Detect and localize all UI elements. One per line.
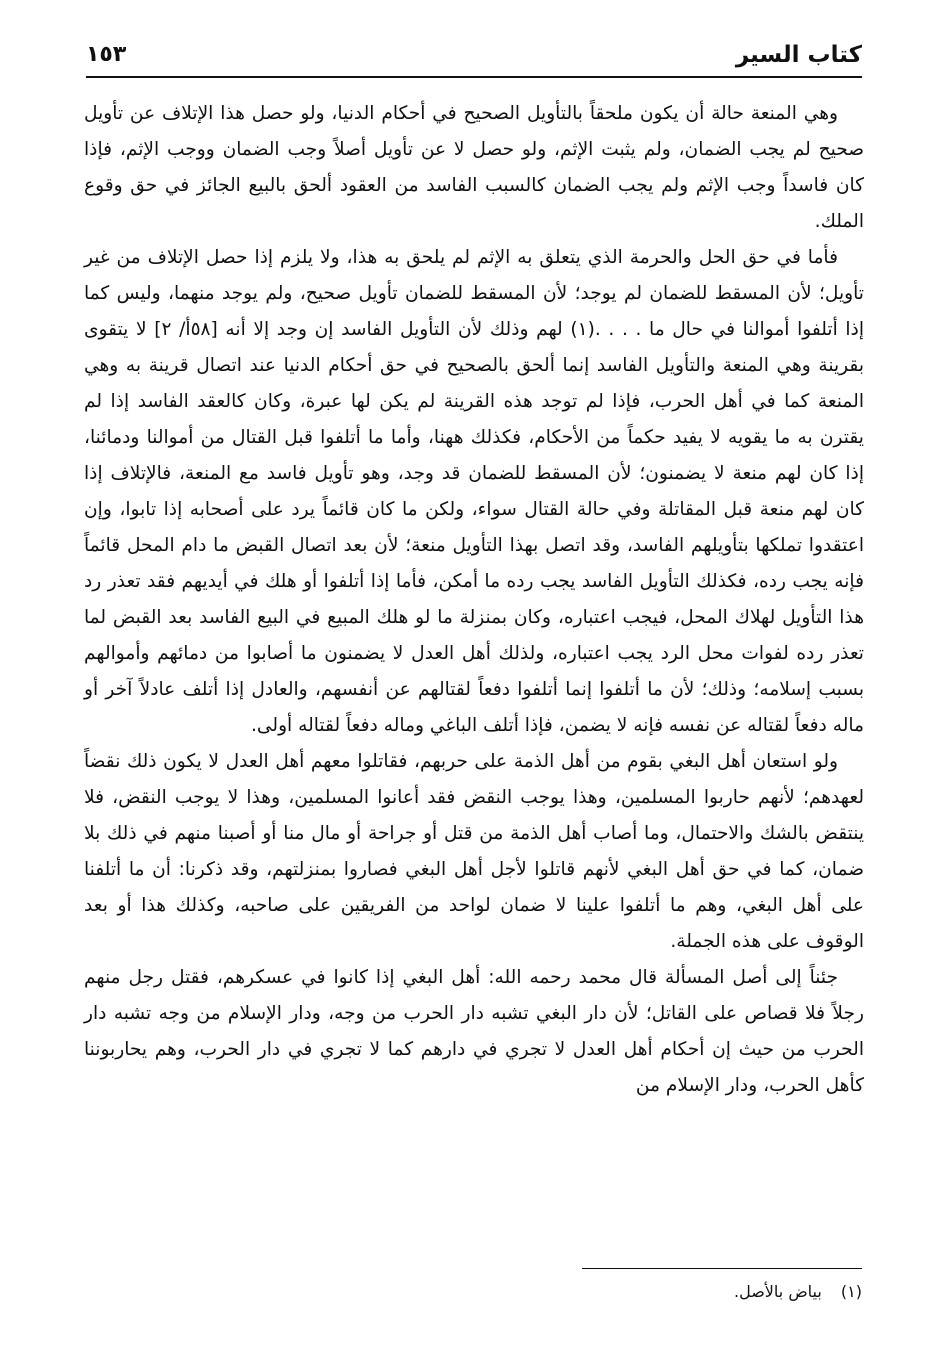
- footnote-separator: [582, 1268, 862, 1269]
- footnote-text: بياض بالأصل.: [733, 1282, 822, 1301]
- paragraph-1: وهي المنعة حالة أن يكون ملحقاً بالتأويل الصحيح في أحكام الدنيا، ولو حصل هذا الإتلاف عن تأويل صحيح لم يجب الضمان، ولم يثبت الإثم، ولو حصل لا عن تأويل أصلاً وجب الضمان ووجب الإثم، فإذا كان فاسداً وجب الإثم ولم يجب الضمان كالسبب الفاسد من العقود ألحق بالبيع الجائز في حق وقوع الملك.: [84, 103, 864, 232]
- header-rule: [86, 76, 862, 78]
- paragraph-3: ولو استعان أهل البغي بقوم من أهل الذمة على حربهم، فقاتلوا معهم أهل العدل لا يكون ذلك نقضاً لعهدهم؛ لأنهم حاربوا المسلمين، وهذا يوجب النقض فقد أعانوا المسلمين، وهذا لا يوجب النقض، فلا ينتقض بالشك والاحتمال، وما أصاب أهل الذمة من قتل أو جراحة أو مال منا أو أصبنا منهم في ذلك بلا ضمان، كما في حق أهل البغي لأنهم قاتلوا لأجل أهل البغي فصاروا بمنزلتهم، وقد ذكرنا: أن ما أتلفنا على أهل البغي، وهم ما أتلفوا علينا لا ضمان لواحد من الفريقين على صاحبه، وكذلك هذا أو بعد الوقوف على هذه الجملة.: [84, 751, 864, 952]
- footnote: [734, 1280, 862, 1304]
- page-number: ١٥٣: [86, 42, 127, 67]
- running-title: كتاب السير: [735, 42, 862, 68]
- page-header: [86, 38, 862, 78]
- footnote-marker: (١): [840, 1282, 862, 1301]
- paragraph-4: جئناً إلى أصل المسألة قال محمد رحمه الله: أهل البغي إذا كانوا في عسكرهم، فقتل رجل منهم رجلاً فلا قصاص على القاتل؛ لأن دار البغي تشبه دار الحرب من وجه، ودار الإسلام من وجه تشبه دار الحرب من حيث إن أحكام أهل العدل لا تجري في دارهم كما لا تجري في دار الحرب، وهم يحاربوننا كأهل الحرب، ودار الإسلام من: [84, 967, 864, 1096]
- main-text: [84, 96, 864, 1104]
- paragraph-2: فأما في حق الحل والحرمة الذي يتعلق به الإثم لم يلحق به هذا، ولا يلزم إذا حصل الإتلاف من غير تأويل؛ لأن المسقط للضمان لم يوجد؛ لأن المسقط للضمان تأويل صحيح، ولم يوجد منهما، وليس كما إذا أتلفوا أموالنا في حال ما . . . .(١) لهم وذلك لأن التأويل الفاسد إن وجد إلا أنه [٥٨أ/ ٢] لا يتقوى بقرينة وهي المنعة والتأويل الفاسد إنما ألحق بالصحيح في حق أحكام الدنيا عند اتصال قرينة به وهي المنعة كما في أهل الحرب، فإذا لم توجد هذه القرينة لم يكن لها عبرة، وكان كالعقد الفاسد إذا لم يقترن به ما يقويه لا يفيد حكماً من الأحكام، فكذلك ههنا، وأما ما أتلفوا قبل القتال من أموالنا ودمائنا، إذا كان لهم منعة لا يضمنون؛ لأن المسقط للضمان قد وجد، وهو تأويل فاسد مع المنعة، فالإتلاف إذا كان لهم منعة قبل المقاتلة وفي حالة القتال سواء، ولكن ما كان قائماً يرد على أصحابه إذا تابوا، وإن اعتقدوا تملكها بتأويلهم الفاسد، وقد اتصل بهذا التأويل منعة؛ لأن بعد اتصال القبض ما دام المحل قائماً فإنه يجب رده، فكذلك التأويل الفاسد يجب رده ما أمكن، فأما إذا أتلفوا أو هلك في أيديهم فقد تعذر رد هذا التأويل لهلاك المحل، فيجب اعتباره، وكان بمنزلة ما لو هلك المبيع في البيع الفاسد بعد القبض لما تعذر رده لفوات محل الرد يجب اعتباره، ولذلك أهل العدل لا يضمنون ما أصابوا من دمائهم وأموالهم بسبب إسلامه؛ وذلك؛ لأن ما أتلفوا إنما أتلفوا دفعاً لقتالهم عن أنفسهم، والعادل إذا أتلف عادلاً آخر أو ماله دفعاً لقتاله عن نفسه فإنه لا يضمن، فإذا أتلف الباغي وماله دفعاً لقتاله أولى.: [84, 247, 865, 736]
